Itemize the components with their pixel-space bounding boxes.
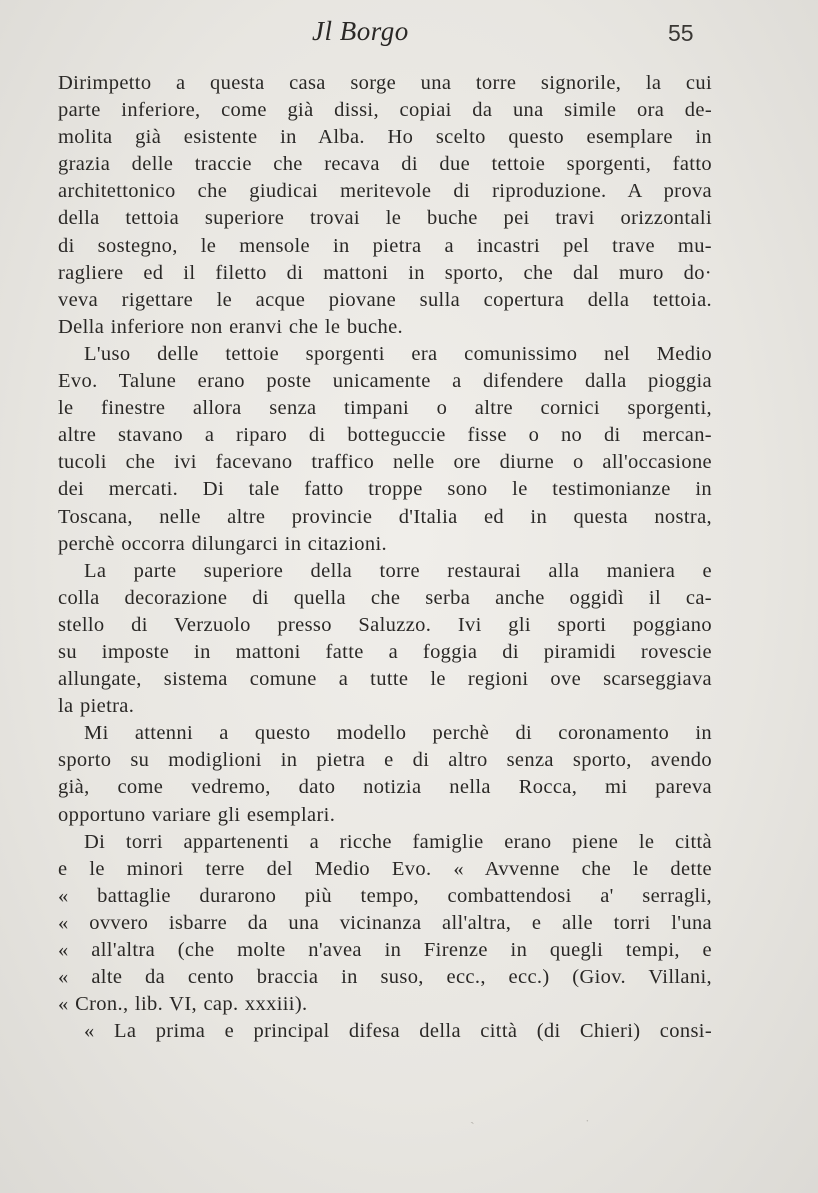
text-line: Evo. Talune erano poste unicamente a difendere dalla pioggia	[58, 370, 712, 393]
paper-speck: ˎ	[470, 1110, 475, 1125]
text-line: grazia delle traccie che recava di due tettoie sporgenti, fatto	[58, 153, 712, 176]
text-line: opportuno variare gli esemplari.	[58, 803, 336, 826]
text-line: su imposte in mattoni fatte a foggia di piramidi rovescie	[58, 640, 712, 663]
running-head	[0, 14, 818, 54]
text-line: già, come vedremo, dato notizia nella Rocca, mi pareva	[58, 776, 712, 799]
text-line: allungate, sistema comune a tutte le regioni ove scarseggiava	[58, 668, 712, 691]
text-line: « alte da cento braccia in suso, ecc., ecc.) (Giov. Villani,	[58, 966, 712, 989]
page-number: 55	[668, 20, 694, 46]
text-line: L'uso delle tettoie sporgenti era comunissimo nel Medio	[84, 342, 712, 365]
text-line: La parte superiore della torre restaurai alla maniera e	[84, 559, 712, 582]
text-line: stello di Verzuolo presso Saluzzo. Ivi gli sporti poggiano	[58, 613, 712, 636]
text-line: colla decorazione di quella che serba anche oggidì il ca-	[58, 586, 712, 609]
text-line: Della inferiore non eranvi che le buche.	[58, 315, 403, 338]
body-text	[58, 70, 712, 1045]
text-line: Dirimpetto a questa casa sorge una torre signorile, la cui	[58, 72, 712, 94]
text-line: Mi attenni a questo modello perchè di coronamento in	[84, 722, 712, 745]
text-line: sporto su modiglioni in pietra e di altro senza sporto, avendo	[58, 749, 712, 772]
text-line: ragliere ed il filetto di mattoni in sporto, che dal muro do·	[58, 261, 712, 284]
text-line: Toscana, nelle altre provincie d'Italia ed in questa nostra,	[58, 505, 712, 528]
text-line: « ovvero isbarre da una vicinanza all'altra, e alle torri l'una	[58, 911, 712, 934]
text-line: altre stavano a riparo di botteguccie fisse o no di mercan-	[58, 424, 712, 447]
text-line: parte inferiore, come già dissi, copiai da una simile ora de-	[58, 99, 712, 122]
text-line: le finestre allora senza timpani o altre cornici sporgenti,	[58, 397, 712, 420]
text-line: tucoli che ivi facevano traffico nelle ore diurne o all'occasione	[58, 451, 712, 474]
text-line: « La prima e principal difesa della città (di Chieri) consi-	[84, 1020, 712, 1043]
text-line: perchè occorra dilungarci in citazioni.	[58, 532, 387, 555]
text-line: della tettoia superiore trovai le buche pei travi orizzontali	[58, 207, 712, 230]
text-line: la pietra.	[58, 695, 135, 718]
text-line: molita già esistente in Alba. Ho scelto questo esemplare in	[58, 126, 712, 149]
paper-speck: ˙	[585, 1118, 590, 1133]
text-line: « Cron., lib. VI, cap. xxxiii).	[58, 993, 308, 1016]
running-title: Jl Borgo	[312, 16, 409, 46]
text-line: dei mercati. Di tale fatto troppe sono le testimonianze in	[58, 478, 712, 501]
text-line: « battaglie durarono più tempo, combattendosi a' serragli,	[58, 884, 712, 907]
text-line: e le minori terre del Medio Evo. « Avvenne che le dette	[58, 857, 712, 880]
text-line: « all'altra (che molte n'avea in Firenze in quegli tempi, e	[58, 939, 712, 961]
text-line: architettonico che giudicai meritevole di riproduzione. A prova	[58, 180, 712, 203]
text-line: di sostegno, le mensole in pietra a incastri pel trave mu-	[58, 234, 712, 257]
text-line: veva rigettare le acque piovane sulla copertura della tettoia.	[58, 288, 712, 311]
text-line: Di torri appartenenti a ricche famiglie erano piene le città	[84, 830, 712, 853]
